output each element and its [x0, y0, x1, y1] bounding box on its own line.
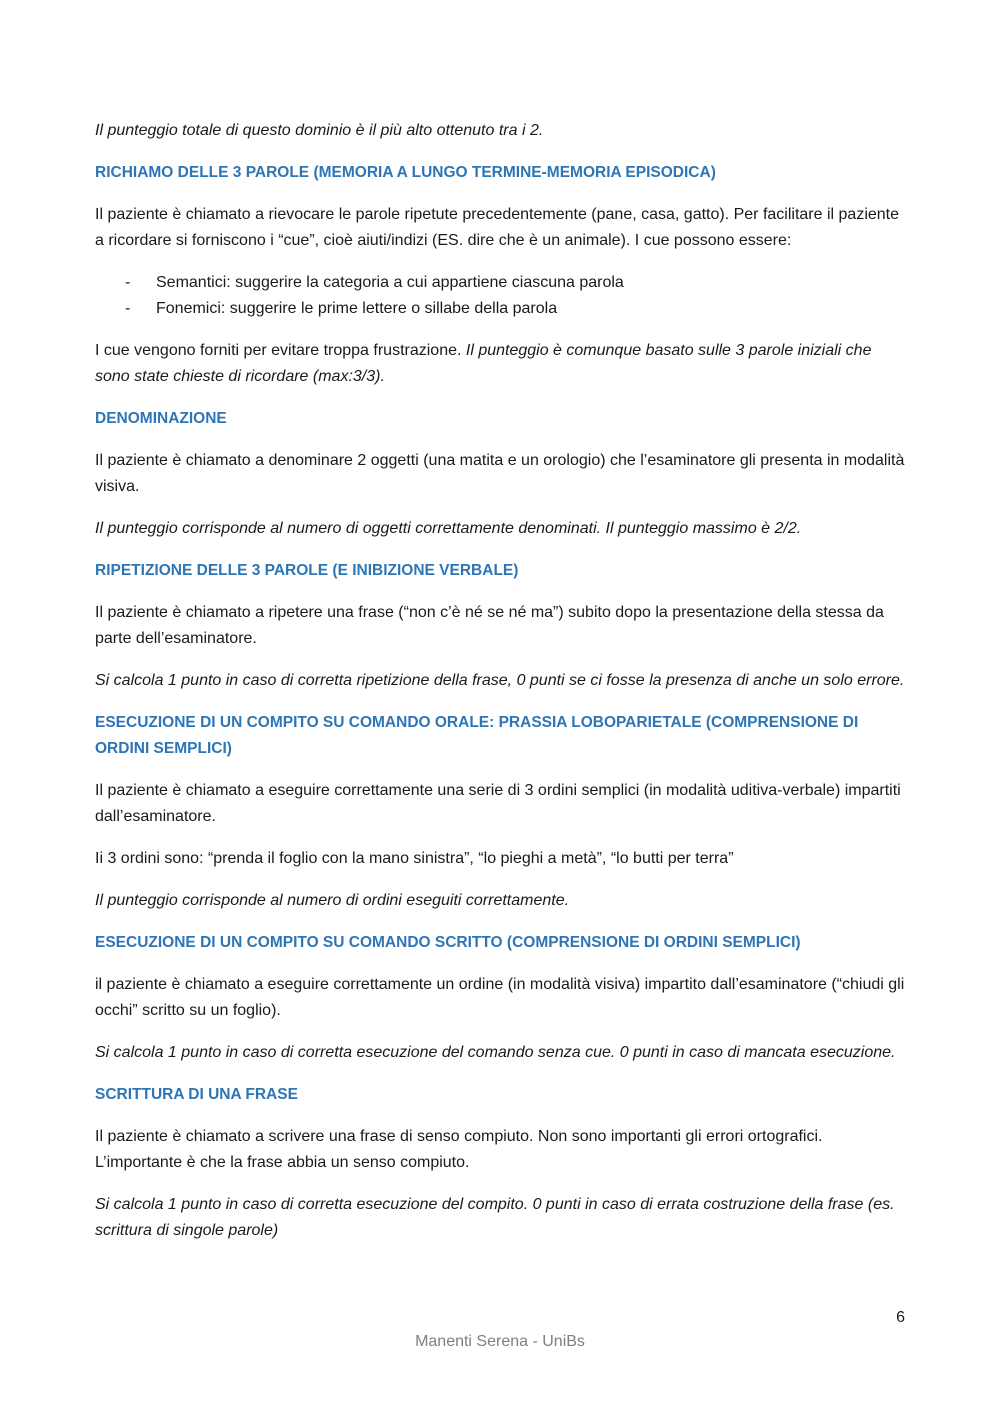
- list-item-text: Fonemici: suggerire le prime lettere o sillabe della parola: [156, 300, 558, 317]
- scoring-note: Il punteggio è comunque basato sulle 3 parole iniziali che sono state chieste di ricordare (max:3/3).: [95, 342, 872, 385]
- scoring-note: Il punteggio corrisponde al numero di oggetti correttamente denominati. Il punteggio massimo è 2/2.: [95, 520, 802, 537]
- scoring-note: Si calcola 1 punto in caso di corretta esecuzione del compito. 0 punti in caso di errata costruzione della frase (es. scrittura di singole parole): [95, 1196, 895, 1239]
- section-heading-ripetizione: RIPETIZIONE DELLE 3 PAROLE (E INIBIZIONE VERBALE): [95, 562, 519, 579]
- paragraph: Il paziente è chiamato a scrivere una frase di senso compiuto. Non sono importanti gli errori ortografici. L’importante è che la frase abbia un senso compiuto.: [95, 1128, 823, 1171]
- scoring-note: Il punteggio corrisponde al numero di ordini eseguiti correttamente.: [95, 892, 570, 909]
- scoring-note: Si calcola 1 punto in caso di corretta esecuzione del comando senza cue. 0 punti in caso di mancata esecuzione.: [95, 1044, 896, 1061]
- page-footer: Manenti Serena - UniBs: [415, 1333, 585, 1350]
- paragraph: Il paziente è chiamato a rievocare le parole ripetute precedentemente (pane, casa, gatto). Per facilitare il paziente a ricordare si forniscono i “cue”, cioè aiuti/indizi (ES. dire che è un animale). I cue possono essere:: [95, 206, 900, 249]
- paragraph-text: I cue vengono forniti per evitare troppa frustrazione.: [95, 342, 466, 359]
- section-heading-denominazione: DENOMINAZIONE: [95, 410, 227, 427]
- paragraph: [95, 338, 910, 390]
- paragraph: Il paziente è chiamato a denominare 2 oggetti (una matita e un orologio) che l’esaminatore gli presenta in modalità visiva.: [95, 452, 905, 495]
- list-item-text: Semantici: suggerire la categoria a cui appartiene ciascuna parola: [156, 274, 624, 291]
- section-heading-scrittura: SCRITTURA DI UNA FRASE: [95, 1086, 298, 1103]
- section-heading-comando-orale: ESECUZIONE DI UN COMPITO SU COMANDO ORALE: PRASSIA LOBOPARIETALE (COMPRENSIONE DI ORDINI SEMPLICI): [95, 714, 859, 757]
- page-number: 6: [896, 1309, 905, 1326]
- dash-bullet: -: [125, 274, 131, 291]
- scoring-note: Si calcola 1 punto in caso di corretta ripetizione della frase, 0 punti se ci fosse la presenza di anche un solo errore.: [95, 672, 905, 689]
- section-heading-richiamo: RICHIAMO DELLE 3 PAROLE (MEMORIA A LUNGO TERMINE-MEMORIA EPISODICA): [95, 164, 716, 181]
- intro-note: Il punteggio totale di questo dominio è il più alto ottenuto tra i 2.: [95, 122, 544, 139]
- paragraph: il paziente è chiamato a eseguire correttamente un ordine (in modalità visiva) impartito dall’esaminatore (“chiudi gli occhi” scritto su un foglio).: [95, 976, 905, 1019]
- list-item: [95, 270, 910, 296]
- cue-list: [95, 270, 910, 322]
- paragraph: Il paziente è chiamato a ripetere una frase (“non c’è né se né ma”) subito dopo la presentazione della stessa da parte dell’esaminatore.: [95, 604, 884, 647]
- dash-bullet: -: [125, 300, 131, 317]
- document-body: [95, 118, 910, 1244]
- section-heading-comando-scritto: ESECUZIONE DI UN COMPITO SU COMANDO SCRITTO (COMPRENSIONE DI ORDINI SEMPLICI): [95, 934, 801, 951]
- list-item: [95, 296, 910, 322]
- paragraph: Il paziente è chiamato a eseguire correttamente una serie di 3 ordini semplici (in modalità uditiva-verbale) impartiti dall’esaminatore.: [95, 782, 901, 825]
- paragraph: Ii 3 ordini sono: “prenda il foglio con la mano sinistra”, “lo pieghi a metà”, “lo butti per terra”: [95, 850, 734, 867]
